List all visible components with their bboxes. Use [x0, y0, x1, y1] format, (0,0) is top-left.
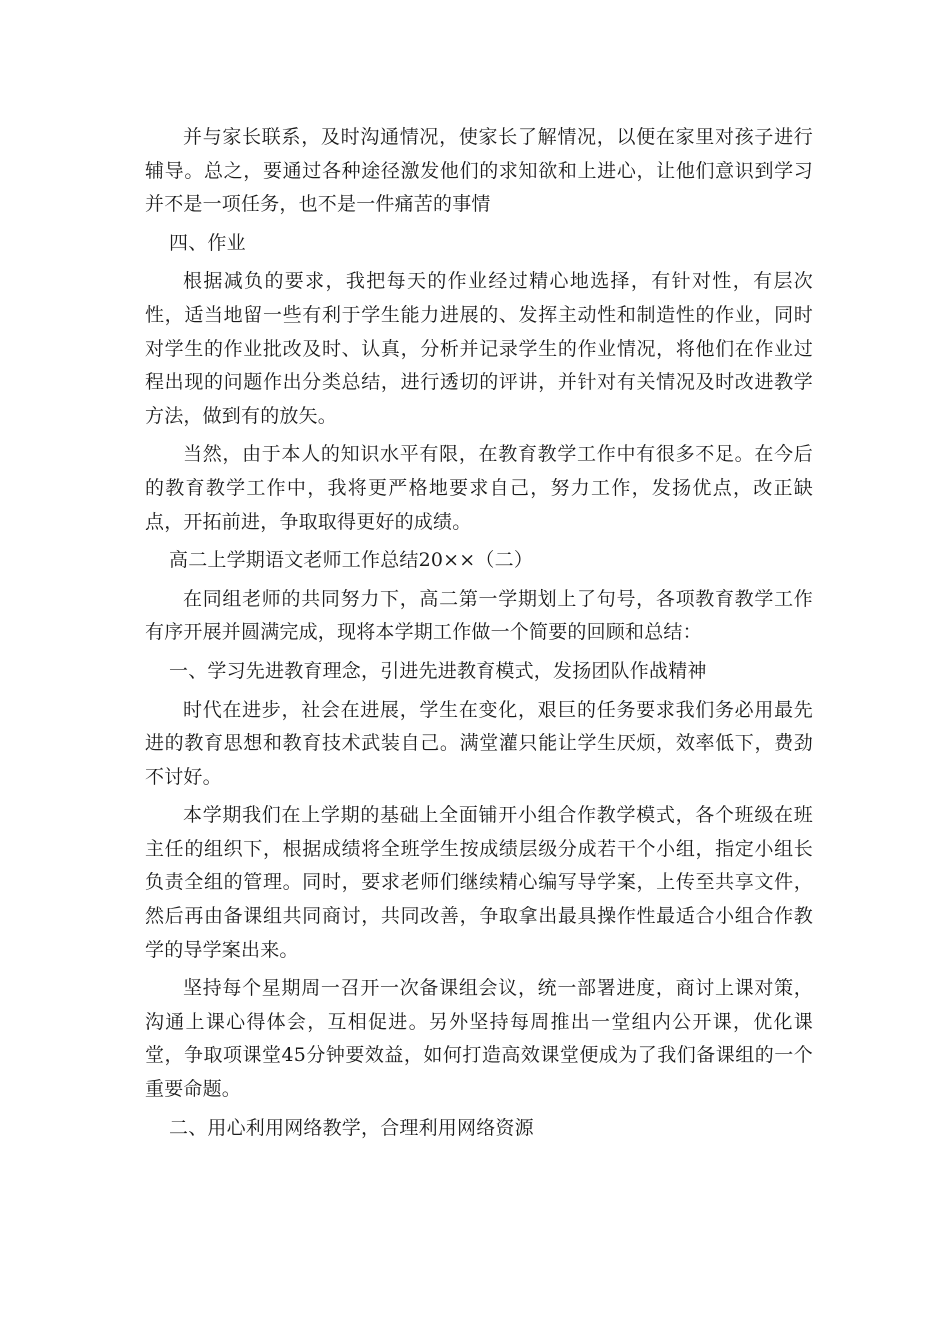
article-title-part-two: 高二上学期语文老师工作总结20××（二）: [169, 549, 534, 572]
paragraph-homework: 根据减负的要求，我把每天的作业经过精心地选择，有针对性，有层次性，适当地留一些有利于学生能力进展的、发挥主动性和制造性的作业，同时对学生的作业批改及时、认真，分析并记录学生的作业情况，将他们在作业过程出现的问题作出分类总结，进行透切的评讲，并针对有关情况及时改进教学方法，做到有的放矢。: [145, 270, 813, 427]
paragraph-parent-contact: 并与家长联系，及时沟通情况，使家长了解情况，以便在家里对孩子进行辅导。总之，要通过各种途径激发他们的求知欲和上进心，让他们意识到学习并不是一项任务，也不是一件痛苦的事情: [145, 126, 813, 216]
paragraph-weekly-meeting: 坚持每个星期周一召开一次备课组会议，统一部署进度，商讨上课对策，沟通上课心得体会，互相促进。另外坚持每周推出一堂组内公开课，优化课堂，争取项课堂45分钟要效益，如何打造高效课堂便成为了我们备课组的一个重要命题。: [145, 977, 813, 1101]
paragraph-group-cooperation: 本学期我们在上学期的基础上全面铺开小组合作教学模式，各个班级在班主任的组织下，根据成绩将全班学生按成绩层级分成若干个小组，指定小组长负责全组的管理。同时，要求老师们继续精心编写导学案，上传至共享文件，然后再由备课组共同商讨，共同改善，争取拿出最具操作性最适合小组合作教学的导学案出来。: [145, 804, 813, 961]
paragraph-times-progress: 时代在进步，社会在进展，学生在变化，艰巨的任务要求我们务必用最先进的教育思想和教育技术武装自己。满堂灌只能让学生厌烦，效率低下，费劲不讨好。: [145, 698, 813, 788]
paragraph-introduction: 在同组老师的共同努力下，高二第一学期划上了句号，各项教育教学工作有序开展并圆满完成，现将本学期工作做一个简要的回顾和总结：: [145, 587, 813, 644]
section-heading-homework: 四、作业: [169, 231, 246, 254]
section-heading-network-teaching: 二、用心利用网络教学，合理利用网络资源: [169, 1116, 534, 1139]
section-heading-education-concepts: 一、学习先进教育理念，引进先进教育模式，发扬团队作战精神: [169, 659, 707, 682]
paragraph-conclusion: 当然，由于本人的知识水平有限，在教育教学工作中有很多不足。在今后的教育教学工作中，我将更严格地要求自己，努力工作，发扬优点，改正缺点，开拓前进，争取取得更好的成绩。: [145, 443, 813, 533]
document-page: [145, 121, 813, 1150]
